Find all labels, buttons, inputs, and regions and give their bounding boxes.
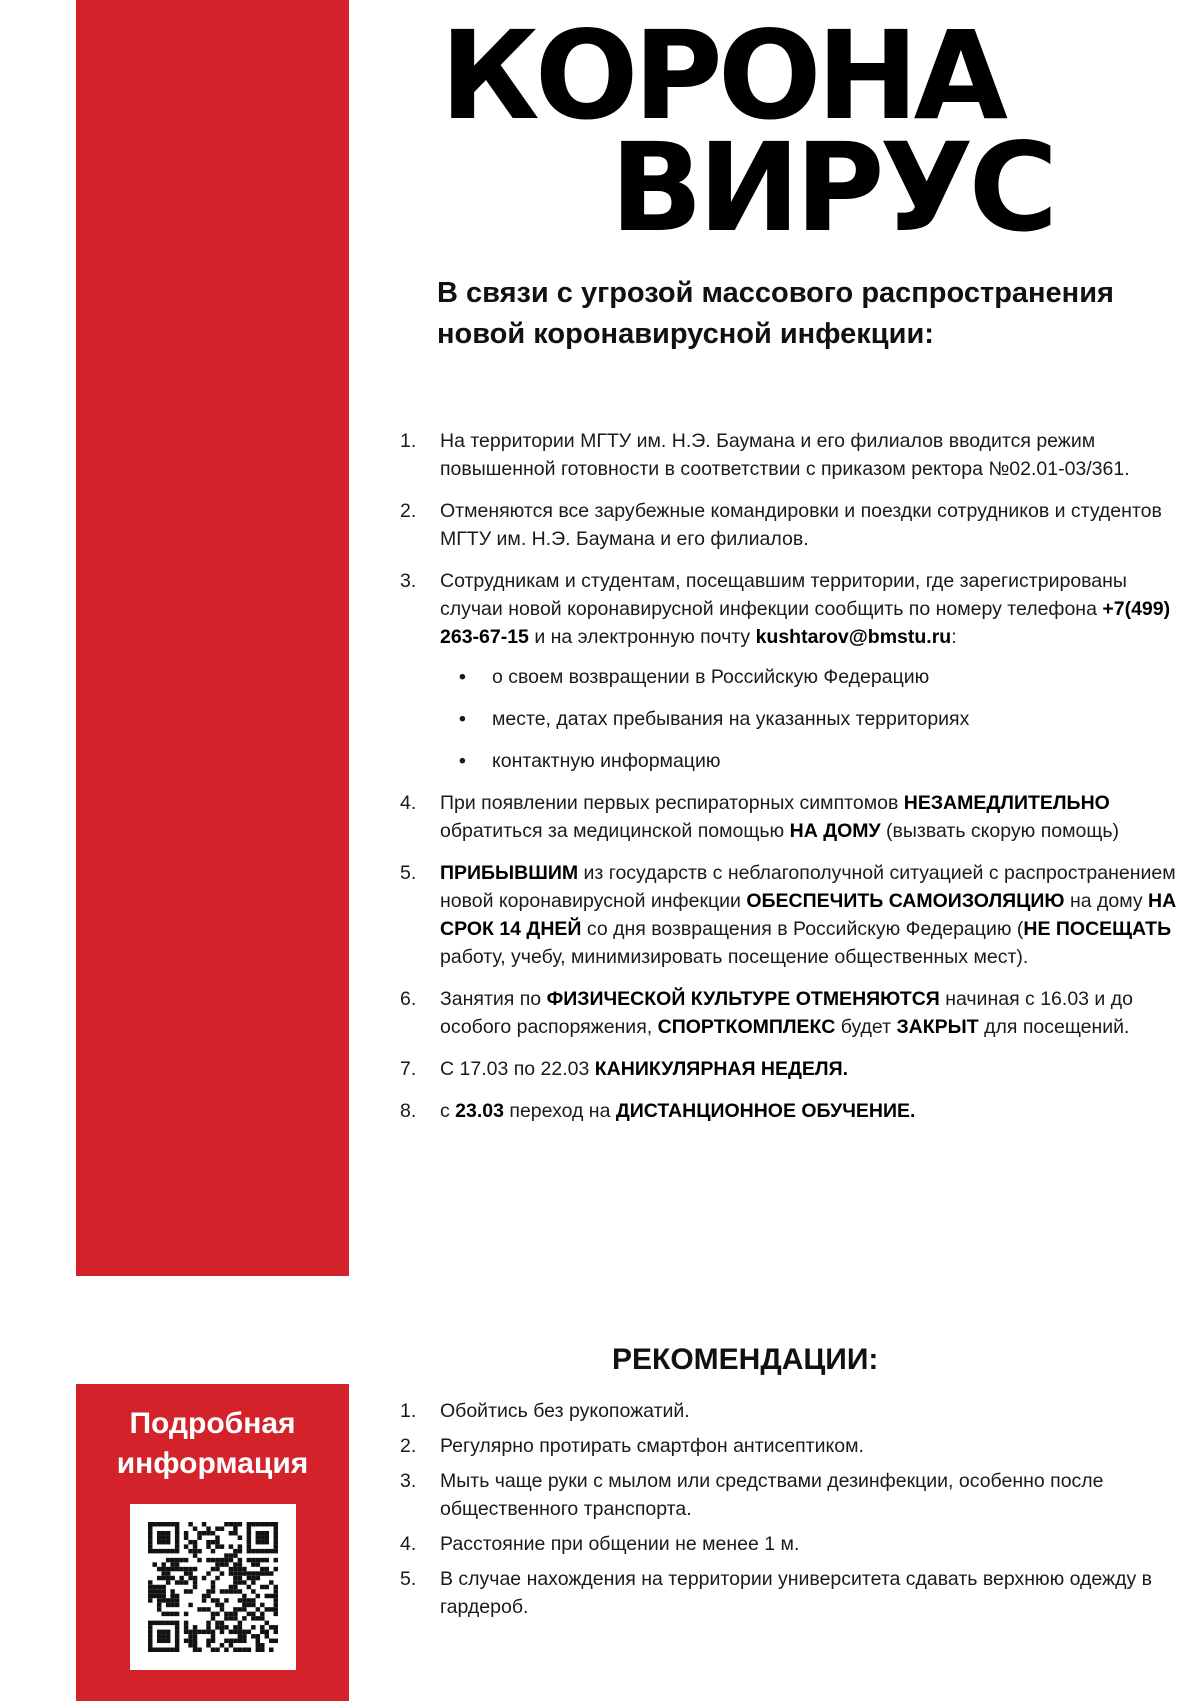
measure-number: 6.: [400, 988, 417, 1010]
text-segment: из государств с неблагополучной ситуацией с распространением новой коронавирусной инфекции: [440, 862, 1176, 912]
text-segment: работу, учебу, минимизировать посещение общественных мест).: [440, 946, 1029, 968]
text-segment: и на электронную почту: [528, 626, 756, 648]
measure-item: [400, 1055, 1180, 1083]
recommendation-number: 2.: [400, 1435, 417, 1457]
text-segment: на дому: [1064, 890, 1148, 912]
recommendation-item: [400, 1432, 1180, 1460]
red-side-bar: [76, 0, 349, 1276]
measures-list: [400, 427, 1180, 1139]
title-line-2: ВИРУС: [610, 117, 1054, 259]
measure-item: [400, 859, 1180, 971]
text-segment: переход на: [503, 1100, 616, 1122]
text-segment: с: [440, 1100, 456, 1122]
emphasis-text: ДИСТАНЦИОННОЕ ОБУЧЕНИЕ.: [615, 1100, 916, 1122]
recommendation-number: 1.: [400, 1400, 417, 1422]
measure-text: [440, 988, 1133, 1038]
measure-item: [400, 985, 1180, 1041]
text-segment: для посещений.: [978, 1016, 1130, 1038]
measure-number: 1.: [400, 430, 417, 452]
recommendation-text: Расстояние при общении не менее 1 м.: [440, 1533, 800, 1555]
page-title: [440, 5, 1160, 259]
emphasis-text: НЕЗАМЕДЛИТЕЛЬНО: [903, 792, 1110, 814]
bullet-text: контактную информацию: [492, 750, 721, 772]
emphasis-text: +7(499) 263-67-15: [440, 598, 1171, 648]
bullet-item: [440, 705, 1180, 733]
bullet-item: [440, 663, 1180, 691]
measure-number: 5.: [400, 862, 417, 884]
recommendation-text: Мыть чаще руки с мылом или средствами дезинфекции, особенно после общественного транспорта.: [440, 1470, 1104, 1520]
measure-item: [400, 789, 1180, 845]
more-info-title-line-2: информация: [116, 1447, 309, 1480]
measure-text: [440, 430, 1130, 480]
measure-number: 2.: [400, 500, 417, 522]
text-segment: :: [951, 626, 957, 648]
bullet-dot-icon: •: [459, 750, 466, 772]
text-segment: С 17.03 по 22.03: [440, 1058, 595, 1080]
bullet-text: месте, датах пребывания на указанных территориях: [492, 708, 970, 730]
bullet-dot-icon: •: [459, 708, 466, 730]
measure-text: [440, 862, 1176, 968]
emphasis-text: НА ДОМУ: [789, 820, 881, 842]
recommendations-list: [400, 1397, 1180, 1628]
bullet-text: о своем возвращении в Российскую Федерацию: [492, 666, 930, 688]
measure-text: [440, 1100, 915, 1122]
qr-code-icon: [148, 1522, 278, 1652]
text-segment: Занятия по: [440, 988, 547, 1010]
emphasis-text: ОБЕСПЕЧИТЬ САМОИЗОЛЯЦИЮ: [746, 890, 1065, 912]
emphasis-text: ЗАКРЫТ: [896, 1016, 979, 1038]
emphasis-text: НА СРОК 14 ДНЕЙ: [440, 890, 1177, 940]
measure-item: [400, 497, 1180, 553]
emphasis-text: НЕ ПОСЕЩАТЬ: [1023, 918, 1172, 940]
measure-number: 4.: [400, 792, 417, 814]
more-info-title-line-1: Подробная: [129, 1407, 296, 1440]
recommendation-number: 4.: [400, 1533, 417, 1555]
page-subtitle: В связи с угрозой массового распространения новой коронавирусной инфекции:: [437, 277, 1114, 350]
emphasis-text: ПРИБЫВШИМ: [440, 862, 579, 884]
more-info-title: [76, 1404, 349, 1484]
emphasis-text: КАНИКУЛЯРНАЯ НЕДЕЛЯ.: [594, 1058, 849, 1080]
recommendation-text: В случае нахождения на территории университета сдавать верхнюю одежду в гардероб.: [440, 1568, 1152, 1618]
recommendations-title: РЕКОМЕНДАЦИИ:: [612, 1343, 879, 1376]
measure-number: 8.: [400, 1100, 417, 1122]
bullet-item: [440, 747, 1180, 775]
text-segment: Отменяются все зарубежные командировки и поездки сотрудников и студентов МГТУ им. Н.Э. Баумана и его филиалов.: [440, 500, 1162, 550]
measure-text: [440, 1058, 848, 1080]
text-segment: со дня возвращения в Российскую Федерацию (: [581, 918, 1024, 940]
measure-number: 3.: [400, 570, 417, 592]
emphasis-text: 23.03: [455, 1100, 504, 1122]
measure-text: [440, 500, 1162, 550]
emphasis-text: ФИЗИЧЕСКОЙ КУЛЬТУРЕ ОТМЕНЯЮТСЯ: [546, 988, 940, 1010]
text-segment: начиная с 16.03 и до особого распоряжения,: [440, 988, 1133, 1038]
more-info-box: [76, 1384, 349, 1701]
recommendation-item: [400, 1467, 1180, 1523]
measure-number: 7.: [400, 1058, 417, 1080]
recommendation-item: [400, 1397, 1180, 1425]
recommendation-number: 5.: [400, 1568, 417, 1590]
recommendation-item: [400, 1565, 1180, 1621]
text-segment: На территории МГТУ им. Н.Э. Баумана и его филиалов вводится режим повышенной готовности в соответствии с приказом ректора №02.01-03/361.: [440, 430, 1130, 480]
text-segment: (вызвать скорую помощь): [880, 820, 1120, 842]
measure-text: [440, 570, 1170, 648]
text-segment: будет: [835, 1016, 897, 1038]
measure-item: [400, 1097, 1180, 1125]
emphasis-text: СПОРТКОМПЛЕКС: [657, 1016, 836, 1038]
qr-code[interactable]: [130, 1504, 296, 1670]
report-bullets: [440, 663, 1180, 775]
recommendation-text: Обойтись без рукопожатий.: [440, 1400, 690, 1422]
emphasis-text: kushtarov@bmstu.ru: [755, 626, 952, 648]
text-segment: При появлении первых респираторных симптомов: [440, 792, 904, 814]
bullet-dot-icon: •: [459, 666, 466, 688]
measure-item: [400, 427, 1180, 483]
recommendation-text: Регулярно протирать смартфон антисептиком.: [440, 1435, 864, 1457]
recommendation-item: [400, 1530, 1180, 1558]
measure-item: [400, 567, 1180, 775]
measure-text: [440, 792, 1119, 842]
recommendation-number: 3.: [400, 1470, 417, 1492]
text-segment: обратиться за медицинской помощью: [440, 820, 790, 842]
title-line-1: КОРОНА: [440, 5, 1004, 147]
text-segment: Сотрудникам и студентам, посещавшим территории, где зарегистрированы случаи новой коронавирусной инфекции сообщить по номеру телефона: [440, 570, 1127, 620]
